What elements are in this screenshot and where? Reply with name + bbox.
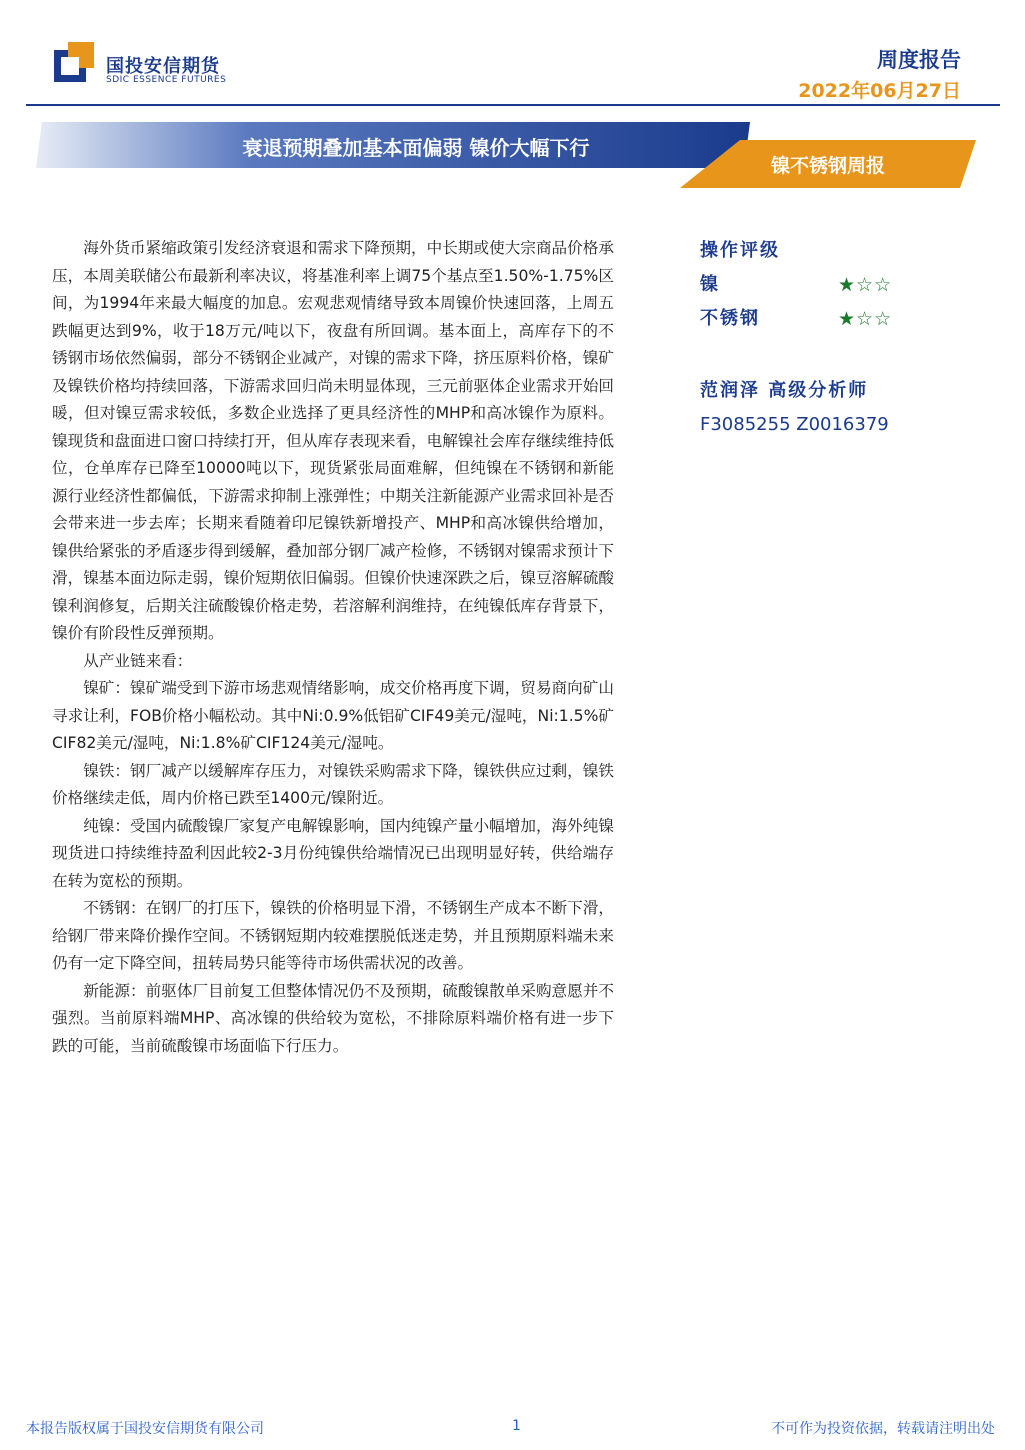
category-banner — [680, 140, 976, 188]
report-category: 镍不锈钢周报 — [770, 155, 885, 177]
header-divider — [26, 104, 1000, 106]
paragraph-new-energy: 新能源：前驱体厂目前复工但整体情况仍不及预期，硫酸镍散单采购意愿并不强烈。当前原料端MHP、高冰镍的供给较为宽松，不排除原料端价格有进一步下跌的可能，当前硫酸镍市场面临下行压力。 — [52, 981, 614, 1055]
analyst-name: 范润泽 高级分析师 — [700, 380, 869, 401]
report-type: 周度报告 — [877, 48, 961, 72]
logo-mark-icon — [54, 42, 94, 82]
page-number: 1 — [512, 1418, 521, 1434]
footer-disclaimer: 不可作为投资依据，转载请注明出处 — [771, 1421, 995, 1437]
company-logo — [54, 42, 254, 88]
rating-label: 镍 — [700, 274, 720, 295]
rating-label: 不锈钢 — [700, 308, 760, 329]
logo-company-name-en: SDIC ESSENCE FUTURES — [106, 75, 227, 85]
paragraph-pure-nickel: 纯镍：受国内硫酸镍厂家复产电解镍影响，国内纯镍产量小幅增加，海外纯镍现货进口持续维持盈利因此较2-3月份纯镍供给端情况已出现明显好转，供给端存在转为宽松的预期。 — [52, 816, 614, 890]
title-banner — [36, 122, 750, 168]
paragraph-summary: 海外货币紧缩政策引发经济衰退和需求下降预期，中长期或使大宗商品价格承压，本周美联储公布最新利率决议，将基准利率上调75个基点至1.50%-1.75%区间，为1994年来最大幅度的加息。宏观悲观情绪导致本周镍价快速回落，上周五跌幅更达到9%，收于18万元/吨以下，夜盘有所回调。基本面上，高库存下的不锈钢市场依然偏弱，部分不锈钢企业减产，对镍的需求下降，挤压原料价格，镍矿及镍铁价格均持续回落，下游需求回归尚未明显体现，三元前驱体企业需求开始回暖，但对镍豆需求较低，多数企业选择了更具经济性的MHP和高冰镍作为原料。镍现货和盘面进口窗口持续打开，但从库存表现来看，电解镍社会库存继续维持低位，仓单库存已降至10000吨以下，现货紧张局面难解，但纯镍在不锈钢和新能源行业经济性都偏低，下游需求抑制上涨弹性；中期关注新能源产业需求回补是否会带来进一步去库；长期来看随着印尼镍铁新增投产、MHP和高冰镍供给增加，镍供给紧张的矛盾逐步得到缓解，叠加部分钢厂减产检修，不锈钢对镍需求预计下滑，镍基本面边际走弱，镍价短期依旧偏弱。但镍价快速深跌之后，镍豆溶解硫酸镍利润修复，后期关注硫酸镍价格走势，若溶解利润维持，在纯镍低库存背景下，镍价有阶段性反弹预期。 — [52, 239, 614, 642]
sidebar — [700, 238, 990, 435]
paragraph-nickel-ore: 镍矿：镍矿端受到下游市场悲观情绪影响，成交价格再度下调，贸易商向矿山寻求让利，FOB价格小幅松动。其中Ni:0.9%低铝矿CIF49美元/湿吨，Ni:1.5%矿CIF82美元/湿吨，Ni:1.8%矿CIF124美元/湿吨。 — [52, 679, 614, 752]
rating-row-nickel — [700, 268, 990, 302]
paragraph-nickel-iron: 镍铁：钢厂减产以缓解库存压力，对镍铁采购需求下降，镍铁供应过剩，镍铁价格继续走低，周内价格已跌至1400元/镍附近。 — [52, 761, 614, 807]
logo-company-name: 国投安信期货 — [106, 56, 220, 77]
rating-row-stainless — [700, 302, 990, 336]
analyst-license: F3085255 Z0016379 — [700, 414, 889, 435]
report-title: 衰退预期叠加基本面偏弱 镍价大幅下行 — [242, 136, 590, 160]
report-date: 2022年06月27日 — [798, 80, 961, 102]
footer-copyright: 本报告版权属于国投安信期货有限公司 — [26, 1421, 264, 1437]
star-rating-icon: ★☆☆ — [838, 308, 893, 330]
report-body — [52, 235, 614, 1060]
rating-title: 操作评级 — [700, 240, 780, 261]
paragraph-chain-intro: 从产业链来看： — [83, 651, 193, 670]
paragraph-stainless: 不锈钢：在钢厂的打压下，镍铁的价格明显下滑，不锈钢生产成本不断下滑，给钢厂带来降价操作空间。不锈钢短期内较难摆脱低迷走势，并且预期原料端未来仍有一定下降空间，扭转局势只能等待市场供需状况的改善。 — [52, 899, 614, 972]
star-rating-icon: ★☆☆ — [838, 274, 893, 296]
